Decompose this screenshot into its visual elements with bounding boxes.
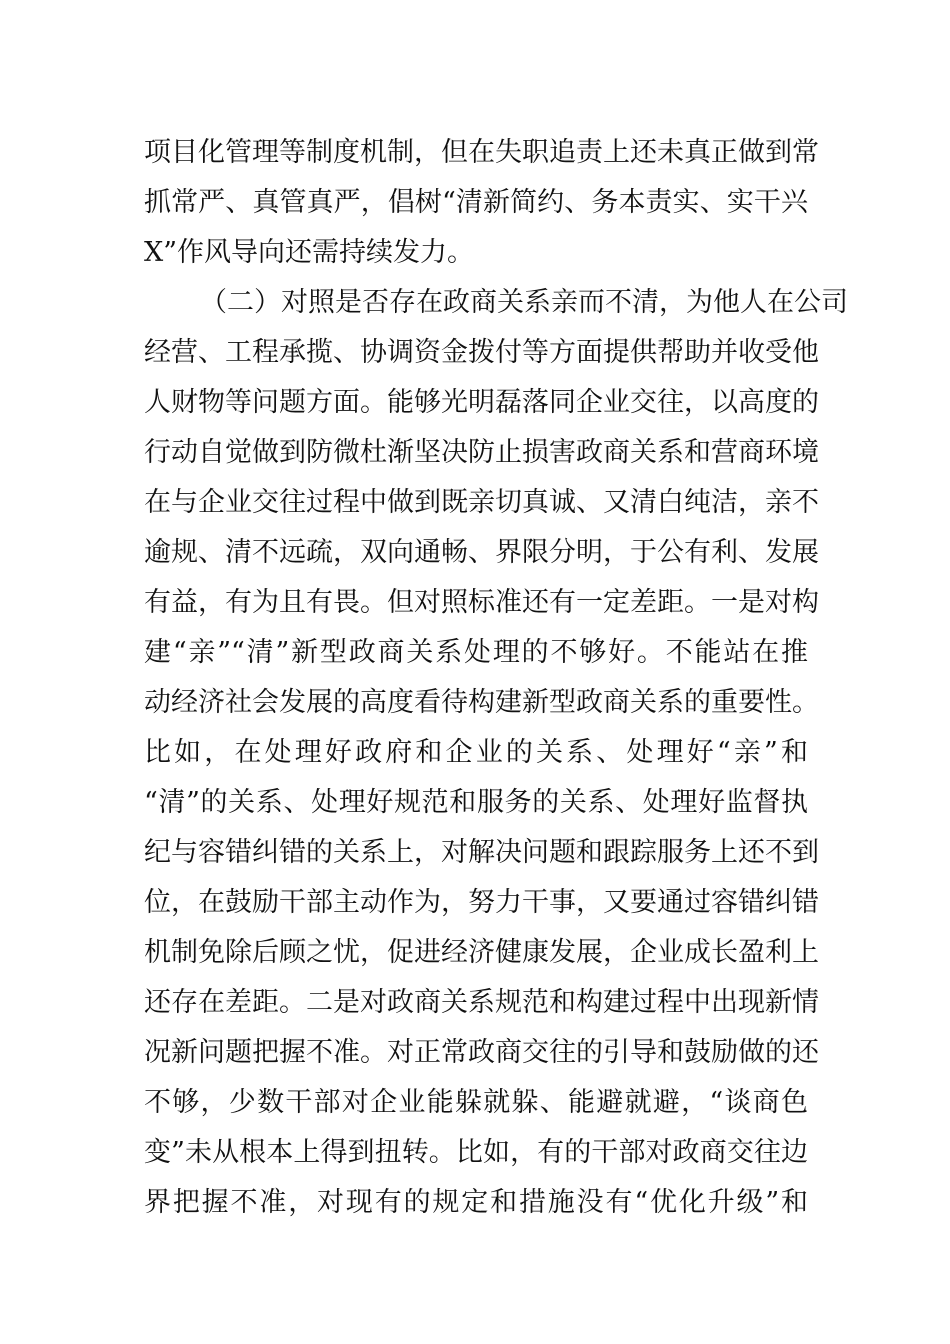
- text-line: 变”未从根本上得到扭转。比如，有的干部对政商交往边: [144, 1137, 808, 1168]
- text-line: 机制免除后顾之忧，促进经济健康发展，企业成长盈利上: [144, 937, 819, 968]
- text-line: X”作风导向还需持续发力。: [144, 237, 475, 268]
- text-line: 不够，少数干部对企业能躲就躲、能避就避，“谈商色: [144, 1087, 808, 1118]
- text-line: 行动自觉做到防微杜渐坚决防止损害政商关系和营商环境: [144, 437, 819, 468]
- text-line: 况新问题把握不准。对正常政商交往的引导和鼓励做的还: [144, 1037, 819, 1068]
- text-line: 建“亲”“清”新型政商关系处理的不够好。不能站在推: [144, 637, 808, 668]
- text-line: 抓常严、真管真严，倡树“清新简约、务本责实、实干兴: [144, 187, 808, 218]
- text-line: 人财物等问题方面。能够光明磊落同企业交往，以高度的: [144, 387, 819, 418]
- text-line: 位，在鼓励干部主动作为，努力干事，又要通过容错纠错: [144, 887, 819, 918]
- text-line: “清”的关系、处理好规范和服务的关系、处理好监督执: [144, 787, 808, 818]
- text-line: 项目化管理等制度机制，但在失职追责上还未真正做到常: [144, 137, 819, 168]
- body-text: [144, 128, 848, 1228]
- text-line: 逾规、清不远疏，双向通畅、界限分明，于公有利、发展: [144, 537, 819, 568]
- text-line: 纪与容错纠错的关系上，对解决问题和跟踪服务上还不到: [144, 837, 819, 868]
- text-line: 还存在差距。二是对政商关系规范和构建过程中出现新情: [144, 987, 819, 1018]
- section-heading-line: （二）对照是否存在政商关系亲而不清，为他人在公司: [200, 287, 848, 318]
- text-line: 在与企业交往过程中做到既亲切真诚、又清白纯洁，亲不: [144, 487, 819, 518]
- text-line: 动经济社会发展的高度看待构建新型政商关系的重要性。: [144, 687, 819, 718]
- text-line: 有益，有为且有畏。但对照标准还有一定差距。一是对构: [144, 587, 819, 618]
- text-line: 经营、工程承揽、协调资金拨付等方面提供帮助并收受他: [144, 337, 819, 368]
- text-line: 比如，在处理好政府和企业的关系、处理好“亲”和: [144, 737, 808, 768]
- text-line: 界把握不准，对现有的规定和措施没有“优化升级”和: [144, 1187, 808, 1218]
